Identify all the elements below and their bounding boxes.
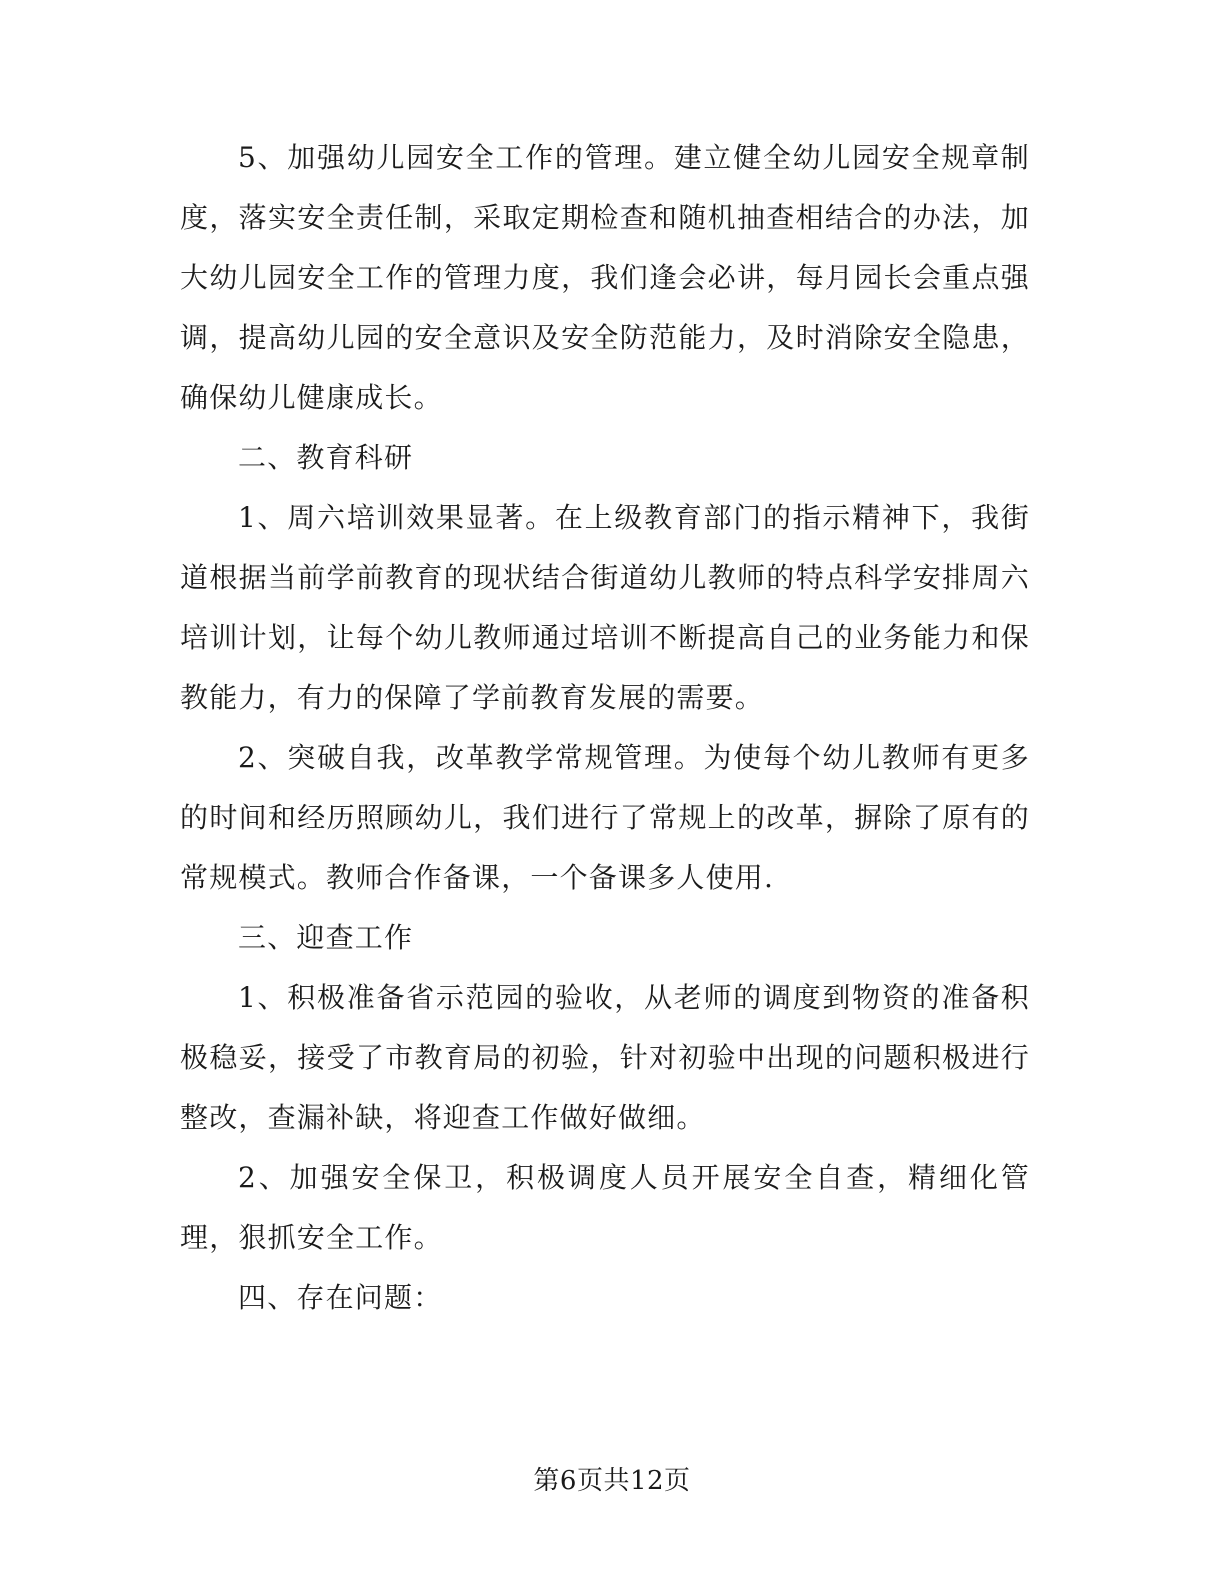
section-heading-education-research: 二、教育科研 bbox=[238, 441, 414, 474]
paragraph-security-guard: 2、加强安全保卫，积极调度人员开展安全自查，精细化管理，狠抓安全工作。 bbox=[180, 1161, 1030, 1254]
page-number-footer: 第6页共12页 bbox=[533, 1466, 691, 1496]
paragraph-saturday-training: 1、周六培训效果显著。在上级教育部门的指示精神下，我街道根据当前学前教育的现状结合街道幼儿教师的特点科学安排周六培训计划，让每个幼儿教师通过培训不断提高自己的业务能力和保教能力，有力的保障了学前教育发展的需要。 bbox=[180, 501, 1030, 714]
document-body bbox=[180, 128, 1030, 1328]
section-heading-existing-problems: 四、存在问题： bbox=[238, 1281, 443, 1314]
paragraph-safety-management: 5、加强幼儿园安全工作的管理。建立健全幼儿园安全规章制度，落实安全责任制，采取定期检查和随机抽查相结合的办法，加大幼儿园安全工作的管理力度，我们逢会必讲，每月园长会重点强调，提高幼儿园的安全意识及安全防范能力，及时消除安全隐患，确保幼儿健康成长。 bbox=[180, 141, 1030, 414]
section-heading-inspection-work: 三、迎查工作 bbox=[238, 921, 414, 954]
paragraph-provincial-acceptance: 1、积极准备省示范园的验收，从老师的调度到物资的准备积极稳妥，接受了市教育局的初验，针对初验中出现的问题积极进行整改，查漏补缺，将迎查工作做好做细。 bbox=[180, 981, 1030, 1134]
paragraph-teaching-reform: 2、突破自我，改革教学常规管理。为使每个幼儿教师有更多的时间和经历照顾幼儿，我们进行了常规上的改革，摒除了原有的常规模式。教师合作备课，一个备课多人使用. bbox=[180, 741, 1030, 894]
